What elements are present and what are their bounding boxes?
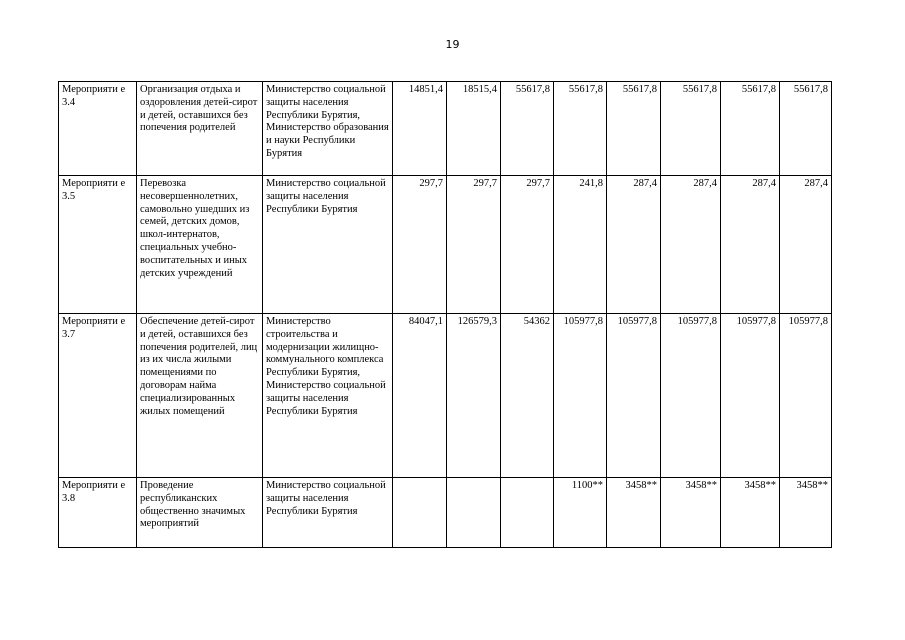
value-cell <box>393 478 447 548</box>
executor-cell: Министерство социальной защиты населения Республики Бурятия, Министерство образования и науки Республики Бурятия <box>263 82 393 176</box>
measure-name-cell: Перевозка несовершеннолетних, самовольно ушедших из семей, детских домов, школ-интернатов, специальных учебно-воспитательных и иных детских учреждений <box>137 176 263 314</box>
value-cell: 55617,8 <box>501 82 554 176</box>
value-cell: 55617,8 <box>554 82 607 176</box>
value-cell: 287,4 <box>607 176 661 314</box>
measure-name-cell: Обеспечение детей-сирот и детей, оставшихся без попечения родителей, лиц из их числа жилыми помещениями по договорам найма специализированных жилых помещений <box>137 314 263 478</box>
value-cell: 54362 <box>501 314 554 478</box>
value-cell: 55617,8 <box>661 82 721 176</box>
table-body <box>59 82 832 548</box>
value-cell <box>447 478 501 548</box>
value-cell: 55617,8 <box>721 82 780 176</box>
value-cell: 241,8 <box>554 176 607 314</box>
value-cell: 84047,1 <box>393 314 447 478</box>
measure-name-cell: Организация отдыха и оздоровления детей-сирот и детей, оставшихся без попечения родителей <box>137 82 263 176</box>
value-cell: 3458** <box>661 478 721 548</box>
value-cell: 126579,3 <box>447 314 501 478</box>
value-cell: 55617,8 <box>780 82 832 176</box>
value-cell: 297,7 <box>393 176 447 314</box>
program-measures-table <box>58 81 832 548</box>
value-cell: 1100** <box>554 478 607 548</box>
table-row <box>59 314 832 478</box>
measure-cell: Мероприяти е 3.7 <box>59 314 137 478</box>
value-cell: 105977,8 <box>607 314 661 478</box>
value-cell: 287,4 <box>661 176 721 314</box>
executor-cell: Министерство социальной защиты населения Республики Бурятия <box>263 478 393 548</box>
executor-cell: Министерство строительства и модернизации жилищно-коммунального комплекса Республики Бурятия, Министерство социальной защиты населения Республики Бурятия <box>263 314 393 478</box>
measure-name-cell: Проведение республиканских общественно значимых мероприятий <box>137 478 263 548</box>
value-cell: 297,7 <box>501 176 554 314</box>
measure-cell: Мероприяти е 3.5 <box>59 176 137 314</box>
table-row <box>59 176 832 314</box>
value-cell: 105977,8 <box>661 314 721 478</box>
table-row <box>59 82 832 176</box>
value-cell: 3458** <box>607 478 661 548</box>
measure-cell: Мероприяти е 3.8 <box>59 478 137 548</box>
value-cell: 14851,4 <box>393 82 447 176</box>
value-cell: 287,4 <box>721 176 780 314</box>
executor-cell: Министерство социальной защиты населения Республики Бурятия <box>263 176 393 314</box>
value-cell: 105977,8 <box>554 314 607 478</box>
value-cell <box>501 478 554 548</box>
value-cell: 105977,8 <box>721 314 780 478</box>
page-number: 19 <box>445 38 460 51</box>
value-cell: 297,7 <box>447 176 501 314</box>
value-cell: 3458** <box>721 478 780 548</box>
value-cell: 55617,8 <box>607 82 661 176</box>
value-cell: 3458** <box>780 478 832 548</box>
table-row <box>59 478 832 548</box>
measure-cell: Мероприяти е 3.4 <box>59 82 137 176</box>
value-cell: 287,4 <box>780 176 832 314</box>
value-cell: 105977,8 <box>780 314 832 478</box>
value-cell: 18515,4 <box>447 82 501 176</box>
